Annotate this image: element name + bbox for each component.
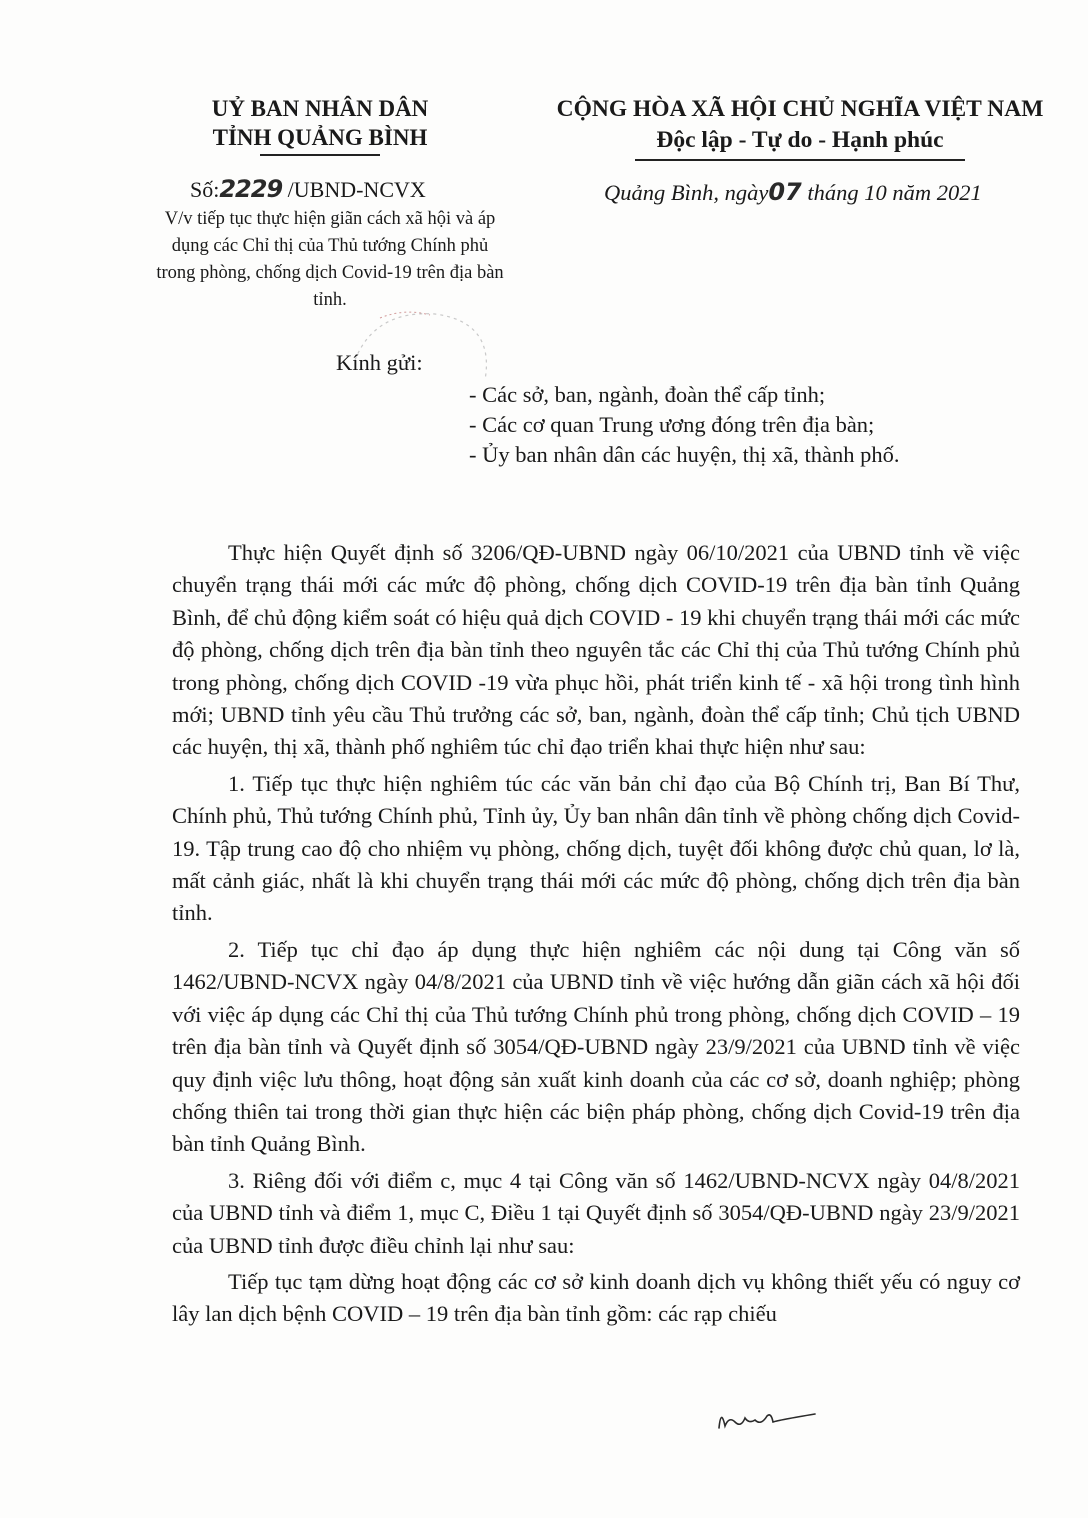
issuer-province: TỈNH QUẢNG BÌNH	[212, 125, 428, 150]
document-body	[172, 537, 1020, 1331]
body-paragraph-item-3: 3. Riêng đối với điểm c, mục 4 tại Công văn số 1462/UBND-NCVX ngày 04/8/2021 của UBND tỉnh và điểm 1, mục C, Điều 1 tại Quyết định số 3054/QĐ-UBND ngày 23/9/2021 của UBND tỉnh được điều chỉnh lại như sau:	[172, 1167, 1020, 1258]
document-number-suffix: /UBND-NCVX	[282, 177, 426, 202]
recipients-list	[469, 380, 900, 470]
motto-underline	[635, 159, 965, 161]
issuer-name: UỶ BAN NHÂN DÂN	[211, 96, 429, 121]
document-subject: V/v tiếp tục thực hiện giãn cách xã hội và áp dụng các Chỉ thị của Thủ tướng Chính phủ trong phòng, chống dịch Covid-19 trên địa bàn tỉnh.	[156, 209, 504, 310]
national-header	[535, 94, 1065, 161]
issuer-underline	[260, 154, 380, 156]
body-paragraph-item-2: 2. Tiếp tục chỉ đạo áp dụng thực hiện nghiêm các nội dung tại Công văn số 1462/UBND-NCVX ngày 04/8/2021 của UBND tỉnh về việc hướng dẫn giãn cách xã hội đối với việc áp dụng các Chỉ thị của Thủ tướng Chính phủ trong phòng, chống dịch COVID – 19 trên địa bàn tỉnh và Quyết định số 3054/QĐ-UBND ngày 23/9/2021 của UBND tỉnh về việc quy định việc lưu thông, hoạt động sản xuất kinh doanh của các cơ sở, doanh nghiệp; phòng chống thiên tai trong thời gian thực hiện các biện pháp phòng, chống dịch Covid-19 trên địa bàn tỉnh Quảng Bình.	[172, 936, 1020, 1157]
document-date	[604, 178, 982, 206]
national-title: CỘNG HÒA XÃ HỘI CHỦ NGHĨA VIỆT NAM	[556, 96, 1044, 122]
date-prefix: Quảng Bình, ngày	[604, 180, 769, 205]
document-number-handwritten: 2229	[219, 175, 283, 203]
recipient-item: - Các sở, ban, ngành, đoàn thể cấp tỉnh;	[469, 382, 826, 407]
issuer-header	[170, 94, 470, 156]
body-paragraph-intro: Thực hiện Quyết định số 3206/QĐ-UBND ngày 06/10/2021 của UBND tỉnh về việc chuyển trạng thái mới các mức độ phòng, chống dịch COVID-19 trên địa bàn tỉnh Quảng Bình, để chủ động kiểm soát có hiệu quả dịch COVID - 19 khi chuyển trạng thái mới các mức độ phòng, chống dịch trên địa bàn tỉnh theo nguyên tắc các Chỉ thị của Thủ tướng Chính phủ trong phòng, chống dịch COVID -19 vừa phục hồi, phát triển kinh tế - xã hội trong tình hình mới; UBND tỉnh yêu cầu Thủ trưởng các sở, ban, ngành, đoàn thể cấp tỉnh; Chủ tịch UBND các huyện, thị xã, thành phố nghiêm túc chỉ đạo triển khai thực hiện như sau:	[172, 540, 1020, 760]
national-motto: Độc lập - Tự do - Hạnh phúc	[656, 127, 944, 153]
date-suffix: tháng 10 năm 2021	[801, 180, 982, 205]
document-number-prefix: Số:	[190, 177, 220, 202]
document-number	[190, 175, 426, 203]
date-day-handwritten: 07	[768, 178, 802, 206]
body-paragraph-item-1: 1. Tiếp tục thực hiện nghiêm túc các văn bản chỉ đạo của Bộ Chính trị, Ban Bí Thư, Chính phủ, Thủ tướng Chính phủ, Tỉnh ủy, Ủy ban nhân dân tỉnh về phòng chống dịch Covid-19. Tập trung cao độ cho nhiệm vụ phòng, chống dịch, tuyệt đối không được chủ quan, lơ là, mất cảnh giác, nhất là khi chuyển trạng thái mới các mức độ phòng, chống dịch trên địa bàn tỉnh.	[172, 770, 1020, 926]
recipient-item: - Ủy ban nhân dân các huyện, thị xã, thành phố.	[469, 442, 900, 467]
initials-signature	[715, 1398, 825, 1438]
body-paragraph-continued: Tiếp tục tạm dừng hoạt động các cơ sở kinh doanh dịch vụ không thiết yếu có nguy cơ lây lan dịch bệnh COVID – 19 trên địa bàn tỉnh gồm: các rạp chiếu	[172, 1268, 1020, 1327]
recipients-label: Kính gửi:	[336, 350, 423, 375]
recipient-item: - Các cơ quan Trung ương đóng trên địa bàn;	[469, 412, 875, 437]
